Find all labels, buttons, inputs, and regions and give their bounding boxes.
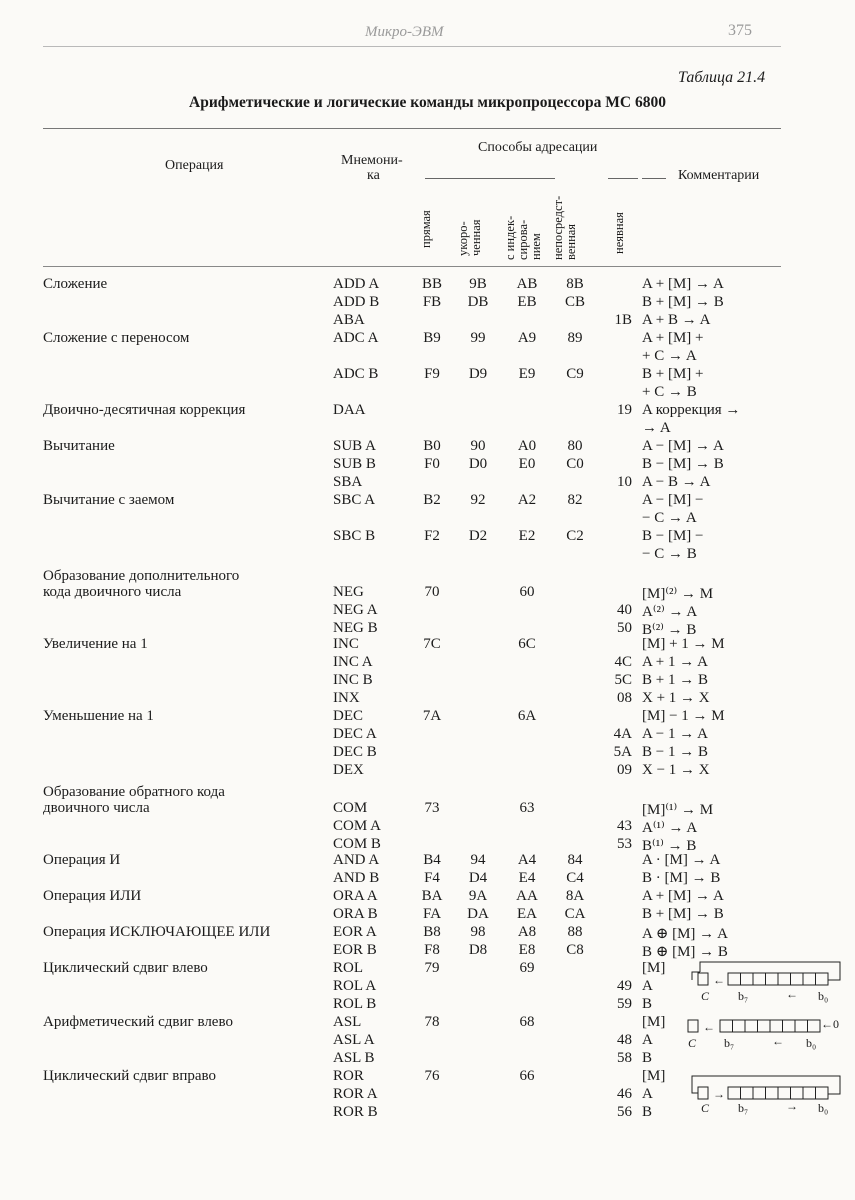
cell-d1: F2	[424, 528, 440, 544]
cell-mn: EOR A	[333, 924, 377, 940]
cell-d1: B4	[423, 852, 441, 868]
cell-d4: 89	[567, 330, 583, 346]
table-row	[0, 492, 855, 512]
cell-cm: [M]	[642, 1068, 666, 1084]
table-row	[0, 762, 855, 782]
header-mnemonic-2: ка	[367, 168, 380, 183]
cell-d3: E0	[518, 456, 536, 472]
table-row	[0, 312, 855, 332]
cell-d2: 92	[470, 492, 486, 508]
table-row	[0, 726, 855, 746]
table-row	[0, 584, 855, 604]
cell-d4: 82	[567, 492, 583, 508]
cell-cm: A + [M] → A	[642, 276, 724, 292]
cell-mn: AND B	[333, 870, 380, 886]
comments-rule	[642, 178, 666, 179]
cell-d1: F8	[424, 942, 440, 958]
cell-d4: 8B	[566, 276, 584, 292]
asl-lsb-label: b₀	[806, 1036, 817, 1050]
cell-cm: B + [M] → B	[642, 294, 724, 310]
addressing-rule-left	[425, 178, 555, 179]
table-row	[0, 672, 855, 692]
cell-d5: 48	[617, 1032, 632, 1048]
cell-mn: SBC B	[333, 528, 376, 544]
cell-cm: → A	[642, 420, 671, 436]
cell-cm: A ⊕ [M] → A	[642, 926, 728, 942]
cell-mn: DEC	[333, 708, 363, 724]
cell-d1: 7A	[422, 708, 442, 724]
header-mnemonic-1: Мнемони-	[341, 153, 403, 168]
cell-cm: − C → A	[642, 510, 697, 526]
cell-d2: 98	[470, 924, 486, 940]
table-row	[0, 888, 855, 908]
cell-d1: 78	[424, 1014, 440, 1030]
cell-mn: ADD B	[333, 294, 380, 310]
header-comments: Комментарии	[678, 168, 760, 183]
cell-mn: ASL B	[333, 1050, 375, 1066]
cell-d3: E9	[518, 366, 536, 382]
cell-op: кода двоичного числа	[43, 584, 182, 600]
cell-mn: NEG B	[333, 620, 378, 636]
cell-d5: 53	[617, 836, 632, 852]
cell-cm: B + [M] → B	[642, 906, 724, 922]
cell-cm: A + [M] +	[642, 330, 704, 346]
cell-d2: 94	[470, 852, 486, 868]
cell-cm: A	[642, 1032, 653, 1048]
cell-cm: X − 1 → X	[642, 762, 710, 778]
cell-d1: F4	[424, 870, 440, 886]
cell-op: Циклический сдвиг влево	[43, 960, 208, 976]
cell-cm: B − [M] → B	[642, 456, 724, 472]
table-row	[0, 1104, 855, 1124]
cell-d1: F9	[424, 366, 440, 382]
cell-op: Циклический сдвиг вправо	[43, 1068, 217, 1084]
cell-cm: [M]	[642, 960, 666, 976]
cell-d3: 60	[519, 584, 535, 600]
cell-d5: 40	[617, 602, 632, 618]
cell-d1: BA	[421, 888, 443, 904]
cell-d1: 76	[424, 1068, 440, 1084]
cell-cm: A − [M] → A	[642, 438, 724, 454]
cell-mn: ABA	[333, 312, 365, 328]
cell-d3: A4	[517, 852, 537, 868]
ror-carry-label: C	[701, 1101, 710, 1115]
cell-d1: 70	[424, 584, 440, 600]
cell-d2: D8	[468, 942, 488, 958]
cell-mn: INC A	[333, 654, 373, 670]
asl-fill-label: ←0	[821, 1017, 839, 1031]
cell-d5: 5C	[614, 672, 632, 688]
cell-d4: 8A	[565, 888, 585, 904]
cell-cm: A⁽²⁾ → A	[642, 604, 698, 620]
table-row	[0, 420, 855, 440]
cell-d3: 69	[519, 960, 535, 976]
rol-arrow-label: ←	[786, 987, 798, 1001]
header-operation: Операция	[165, 158, 224, 173]
cell-mn: DAA	[333, 402, 366, 418]
cell-d1: 79	[424, 960, 440, 976]
cell-d2: DA	[467, 906, 489, 922]
header-addressing: Способы адресации	[478, 140, 598, 155]
cell-op: Операция ИСКЛЮЧАЮЩЕЕ ИЛИ	[43, 924, 271, 940]
cell-cm: A коррекция →	[642, 402, 741, 418]
cell-d5: 19	[617, 402, 632, 418]
cell-mn: ADC A	[333, 330, 379, 346]
cell-op: Уменьшение на 1	[43, 708, 154, 724]
cell-d4: CA	[564, 906, 586, 922]
cell-cm: [M]⁽¹⁾ → M	[642, 802, 714, 818]
cell-d5: 4A	[613, 726, 632, 742]
cell-cm: − C → B	[642, 546, 697, 562]
table-row	[0, 906, 855, 926]
cell-mn: INC	[333, 636, 359, 652]
cell-d5: 43	[617, 818, 632, 834]
cell-op: Вычитание с заемом	[43, 492, 175, 508]
cell-mn: COM B	[333, 836, 381, 852]
table-row	[0, 294, 855, 314]
table-row	[0, 708, 855, 728]
table-row	[0, 818, 855, 838]
cell-d2: DB	[467, 294, 489, 310]
cell-op: Сложение	[43, 276, 108, 292]
cell-op: Вычитание	[43, 438, 115, 454]
cell-d5: 08	[617, 690, 632, 706]
cell-mn: ROR	[333, 1068, 364, 1084]
cell-mn: AND A	[333, 852, 380, 868]
cell-cm: B	[642, 1050, 653, 1066]
cell-mn: DEX	[333, 762, 364, 778]
asl-msb-label: b₇	[724, 1036, 735, 1050]
header-bottom-rule	[43, 266, 781, 267]
cell-d4: C9	[566, 366, 584, 382]
cell-mn: NEG	[333, 584, 364, 600]
svg-text:←: ←	[713, 973, 725, 987]
cell-cm: A + B → A	[642, 312, 711, 328]
cell-cm: B − 1 → B	[642, 744, 708, 760]
table-caption: Арифметические и логические команды микропроцессора МС 6800	[189, 94, 666, 111]
cell-op: Арифметический сдвиг влево	[43, 1014, 233, 1030]
cell-mn: ORA A	[333, 888, 378, 904]
cell-cm: B⁽²⁾ → B	[642, 622, 697, 638]
cell-cm: B + [M] +	[642, 366, 704, 382]
table-row	[0, 456, 855, 476]
cell-mn: ASL	[333, 1014, 362, 1030]
cell-d5: 49	[617, 978, 632, 994]
cell-d1: BB	[421, 276, 442, 292]
cell-d2: D4	[468, 870, 488, 886]
rol-lsb-label: b₀	[818, 989, 829, 1003]
cell-d5: 1B	[614, 312, 632, 328]
header-mode-immediate: непосредст-венная	[551, 195, 578, 260]
cell-d5: 09	[617, 762, 632, 778]
cell-op: Операция И	[43, 852, 121, 868]
cell-mn: SBC A	[333, 492, 376, 508]
cell-cm: [M] − 1 → M	[642, 708, 725, 724]
cell-d3: 6C	[518, 636, 536, 652]
cell-mn: NEG A	[333, 602, 378, 618]
table-row	[0, 636, 855, 656]
header-mode-direct: прямая	[419, 210, 433, 248]
cell-d2: 99	[470, 330, 486, 346]
cell-mn: ORA B	[333, 906, 378, 922]
asl-carry-label: C	[688, 1036, 697, 1050]
page-number: 375	[728, 22, 752, 39]
table-row	[0, 438, 855, 458]
table-row	[0, 1050, 855, 1070]
cell-op: двоичного числа	[43, 800, 150, 816]
cell-d3: 63	[519, 800, 535, 816]
cell-cm: [M] + 1 → M	[642, 636, 725, 652]
cell-cm: [M]⁽²⁾ → M	[642, 586, 714, 602]
table-row	[0, 402, 855, 422]
cell-cm: A	[642, 978, 653, 994]
cell-mn: ROL A	[333, 978, 377, 994]
cell-d3: 66	[519, 1068, 535, 1084]
cell-op: Сложение с переносом	[43, 330, 190, 346]
cell-mn: ADD A	[333, 276, 380, 292]
cell-mn: ROL	[333, 960, 363, 976]
cell-d5: 56	[617, 1104, 632, 1120]
cell-cm: + C → A	[642, 348, 697, 364]
cell-d4: 84	[567, 852, 583, 868]
table-row	[0, 924, 855, 944]
cell-cm: A − [M] −	[642, 492, 704, 508]
cell-d2: D9	[468, 366, 488, 382]
cell-cm: B + 1 → B	[642, 672, 708, 688]
cell-d1: FA	[422, 906, 442, 922]
cell-cm: A	[642, 1086, 653, 1102]
cell-cm: B · [M] → B	[642, 870, 721, 886]
table-row	[0, 348, 855, 368]
table-row	[0, 276, 855, 296]
cell-cm: A + 1 → A	[642, 654, 708, 670]
table-row	[0, 800, 855, 820]
header-rule	[43, 46, 781, 47]
table-row	[0, 654, 855, 674]
table-row	[0, 330, 855, 350]
cell-d1: B9	[423, 330, 441, 346]
cell-mn: SUB B	[333, 456, 376, 472]
cell-mn: ASL A	[333, 1032, 375, 1048]
table-row	[0, 602, 855, 622]
cell-cm: B	[642, 1104, 653, 1120]
asl-arrow-label: ←	[772, 1034, 784, 1048]
table-row	[0, 870, 855, 890]
ror-lsb-label: b₀	[818, 1101, 829, 1115]
cell-d4: 88	[567, 924, 583, 940]
cell-d3: 6A	[517, 708, 537, 724]
cell-d1: FB	[422, 294, 442, 310]
cell-mn: INC B	[333, 672, 373, 688]
cell-d2: D0	[468, 456, 488, 472]
cell-d4: C0	[566, 456, 584, 472]
cell-d5: 59	[617, 996, 632, 1012]
cell-mn: ROL B	[333, 996, 377, 1012]
cell-d3: A0	[517, 438, 537, 454]
cell-mn: COM A	[333, 818, 381, 834]
cell-cm: A − 1 → A	[642, 726, 708, 742]
addressing-rule-right	[608, 178, 638, 179]
cell-cm: B	[642, 996, 653, 1012]
table-row	[0, 510, 855, 530]
cell-d3: EA	[517, 906, 537, 922]
cell-d3: A9	[517, 330, 537, 346]
cell-cm: A − B → A	[642, 474, 711, 490]
cell-op: Образование обратного кода	[43, 784, 225, 800]
table-row	[0, 366, 855, 386]
cell-d4: 80	[567, 438, 583, 454]
ror-diagram	[688, 1072, 848, 1102]
cell-d3: E4	[518, 870, 536, 886]
svg-text:←: ←	[703, 1020, 715, 1034]
cell-mn: ROR A	[333, 1086, 378, 1102]
cell-d4: CB	[564, 294, 585, 310]
cell-d5: 4C	[614, 654, 632, 670]
cell-cm: B⁽¹⁾ → B	[642, 838, 697, 854]
cell-mn: SUB A	[333, 438, 376, 454]
cell-d3: E2	[518, 528, 536, 544]
table-row	[0, 474, 855, 494]
cell-d1: B8	[423, 924, 441, 940]
cell-d5: 46	[617, 1086, 632, 1102]
cell-d3: AA	[516, 888, 538, 904]
table-row	[0, 528, 855, 548]
cell-cm: B ⊕ [M] → B	[642, 944, 728, 960]
cell-d5: 58	[617, 1050, 632, 1066]
cell-d5: 5A	[613, 744, 632, 760]
cell-d5: 10	[617, 474, 632, 490]
cell-d2: 9B	[469, 276, 487, 292]
svg-text:→: →	[713, 1087, 725, 1101]
cell-d4: C2	[566, 528, 584, 544]
cell-d1: B2	[423, 492, 441, 508]
table-number: Таблица 21.4	[678, 69, 766, 86]
cell-d3: EB	[517, 294, 537, 310]
cell-d1: 73	[424, 800, 440, 816]
cell-mn: INX	[333, 690, 360, 706]
cell-d3: A2	[517, 492, 537, 508]
rol-carry-label: C	[701, 989, 710, 1003]
cell-d2: D2	[468, 528, 488, 544]
cell-d2: 9A	[468, 888, 488, 904]
cell-d3: 68	[519, 1014, 535, 1030]
cell-cm: A + [M] → A	[642, 888, 724, 904]
table-row	[0, 384, 855, 404]
cell-d3: AB	[516, 276, 538, 292]
table-row	[0, 690, 855, 710]
cell-mn: SBA	[333, 474, 363, 490]
header-mode-implied: неявная	[612, 212, 626, 254]
table-row	[0, 744, 855, 764]
cell-cm: A · [M] → A	[642, 852, 721, 868]
cell-d3: A8	[517, 924, 537, 940]
cell-d2: 90	[470, 438, 486, 454]
cell-cm: X + 1 → X	[642, 690, 710, 706]
cell-d4: C4	[566, 870, 584, 886]
cell-mn: ADC B	[333, 366, 379, 382]
table-row	[0, 546, 855, 566]
cell-d1: 7C	[423, 636, 441, 652]
cell-cm: A⁽¹⁾ → A	[642, 820, 698, 836]
cell-d1: F0	[424, 456, 440, 472]
running-header	[0, 22, 855, 42]
cell-mn: EOR B	[333, 942, 377, 958]
rol-msb-label: b₇	[738, 989, 749, 1003]
cell-cm: B − [M] −	[642, 528, 704, 544]
table-top-rule	[43, 128, 781, 129]
cell-op: Увеличение на 1	[43, 636, 148, 652]
cell-d5: 50	[617, 620, 632, 636]
cell-mn: ROR B	[333, 1104, 378, 1120]
cell-mn: DEC B	[333, 744, 377, 760]
cell-d4: C8	[566, 942, 584, 958]
table-row	[0, 852, 855, 872]
running-title: Микро-ЭВМ	[365, 24, 444, 40]
cell-cm: [M]	[642, 1014, 666, 1030]
cell-d1: B0	[423, 438, 441, 454]
ror-arrow-label: →	[786, 1099, 798, 1113]
ror-msb-label: b₇	[738, 1101, 749, 1115]
cell-mn: COM	[333, 800, 368, 816]
header-mode-indexed: с индек-сирова-нием	[503, 215, 543, 260]
cell-op: Двоично-десятичная коррекция	[43, 402, 246, 418]
cell-op: Операция ИЛИ	[43, 888, 142, 904]
cell-d3: E8	[518, 942, 536, 958]
header-mode-short: укоро-ченная	[456, 219, 483, 256]
cell-cm: + C → B	[642, 384, 697, 400]
cell-mn: DEC A	[333, 726, 377, 742]
cell-op: Образование дополнительного	[43, 568, 240, 584]
